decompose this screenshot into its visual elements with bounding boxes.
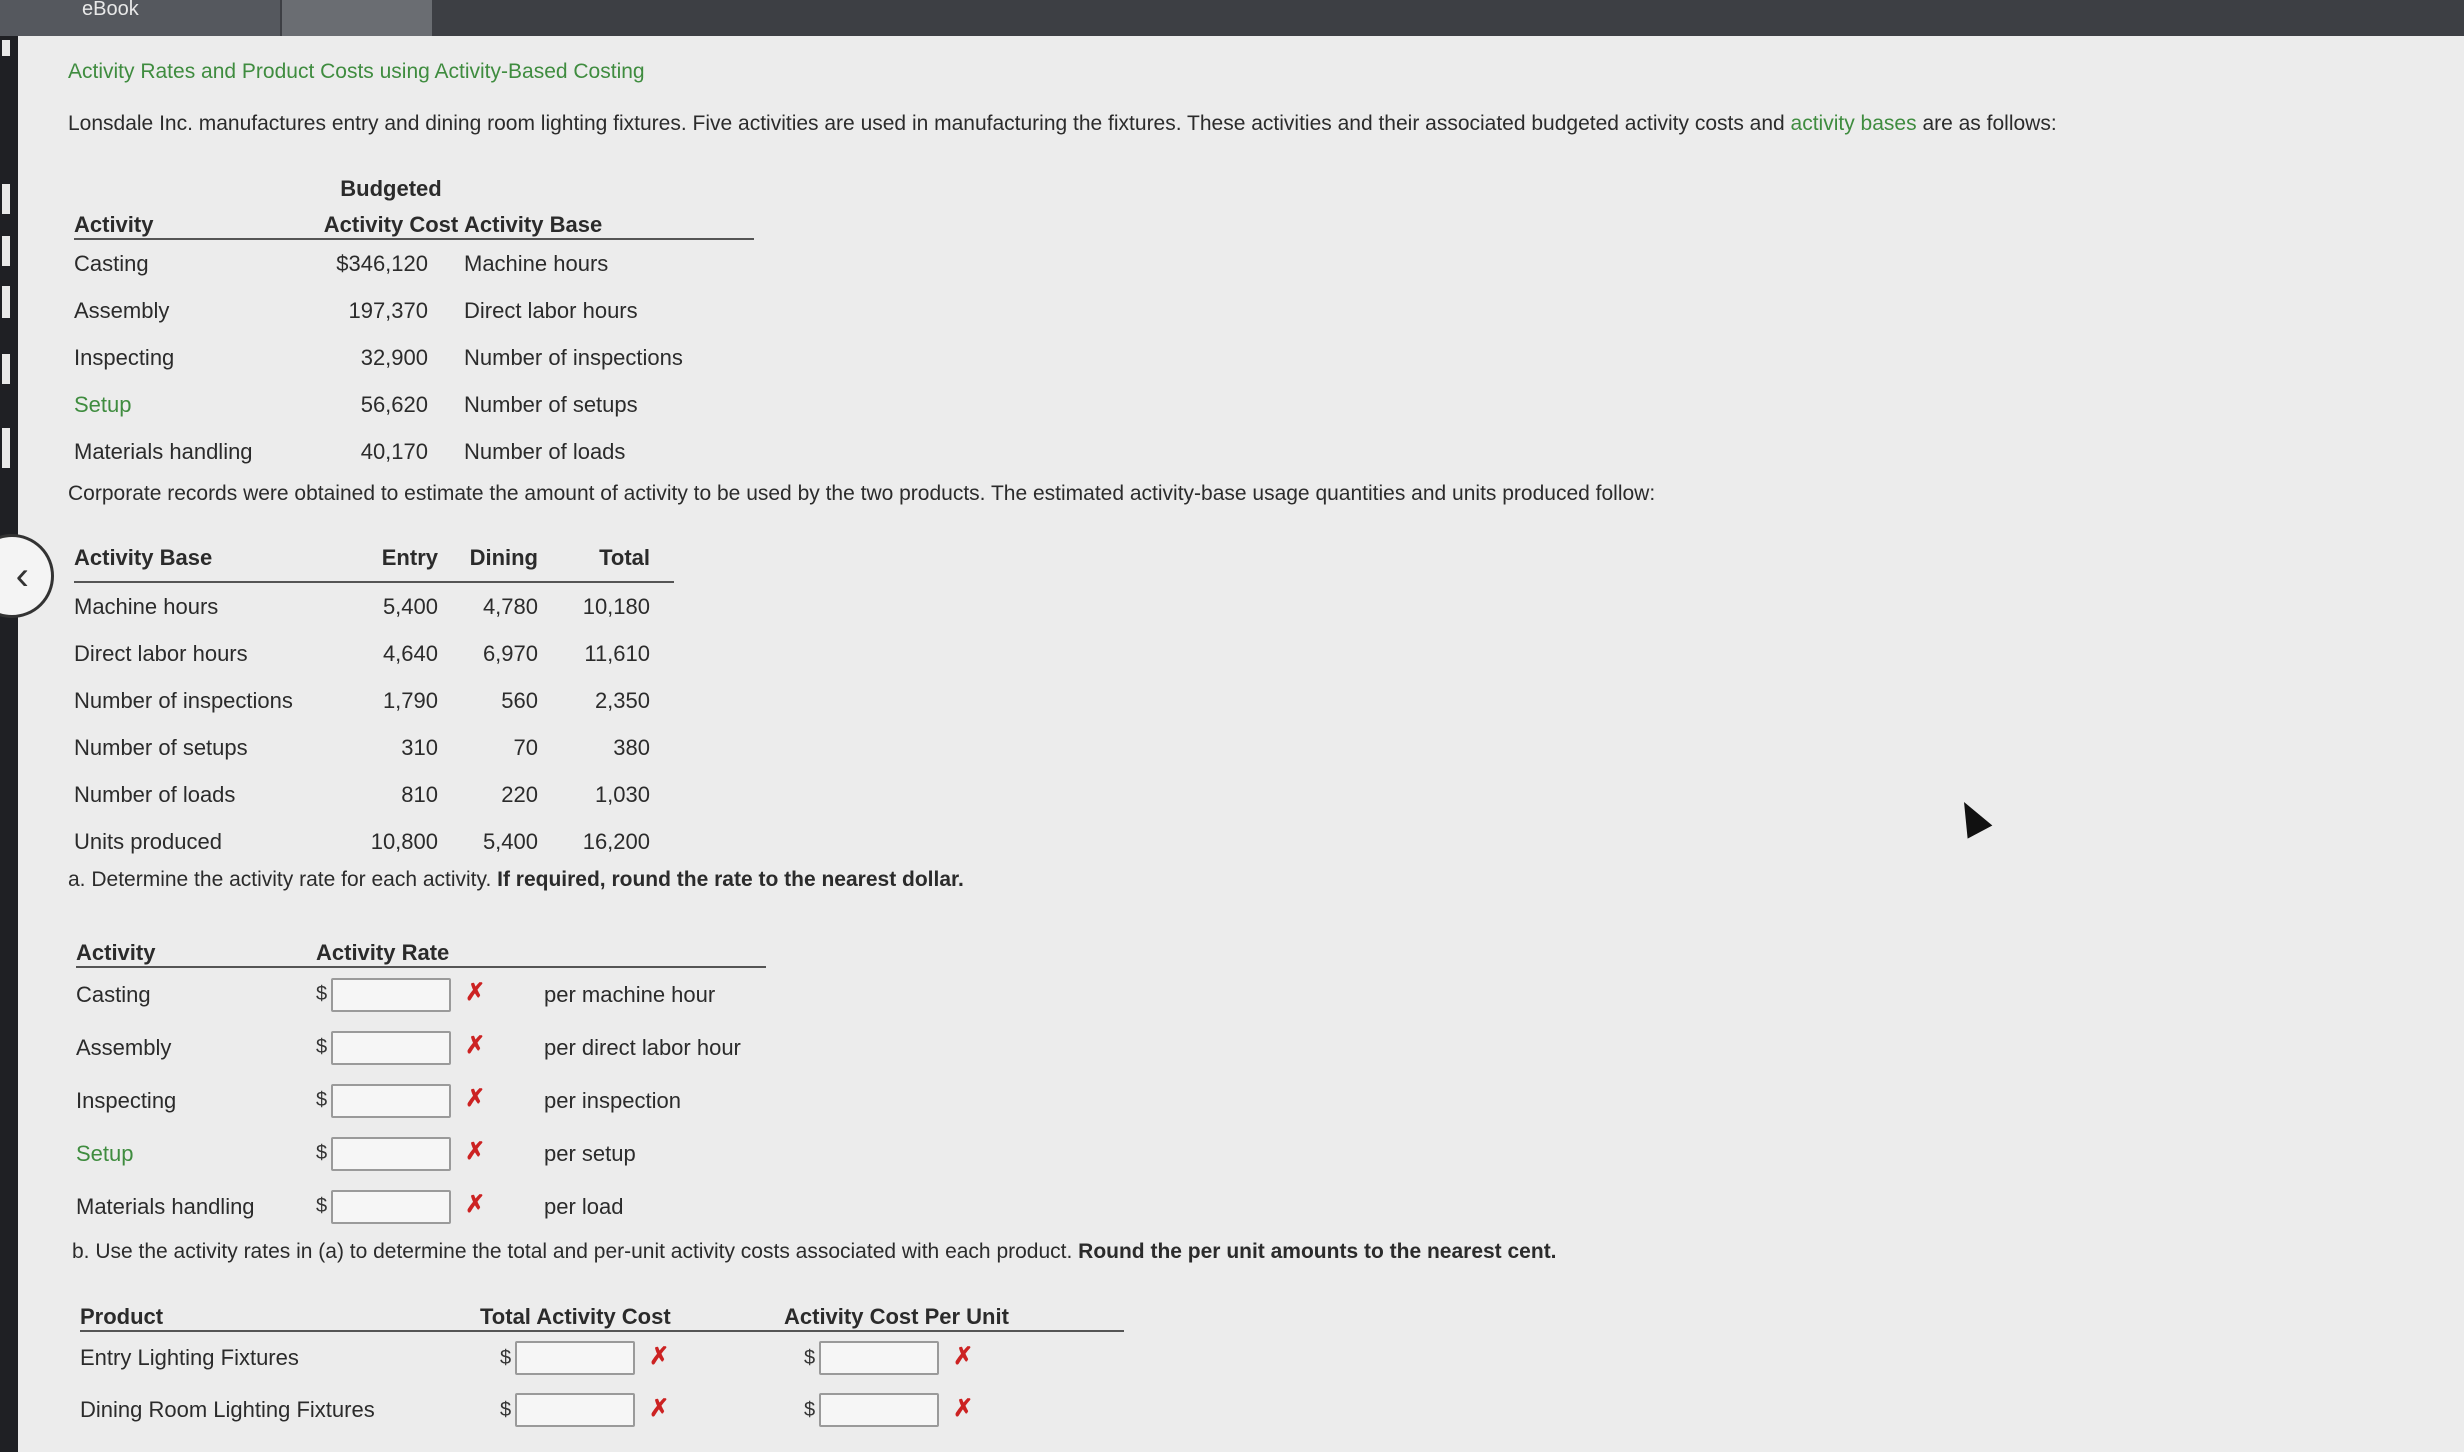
usage-dining: 4,780 bbox=[482, 593, 538, 619]
activity-cost: 56,620 bbox=[360, 391, 428, 417]
usage-dining: 220 bbox=[501, 781, 538, 807]
product-cost-table bbox=[80, 1286, 1124, 1436]
edge-mark bbox=[2, 184, 10, 214]
edge-mark bbox=[2, 354, 10, 384]
usage-total: 380 bbox=[613, 734, 650, 760]
activity-name: Casting bbox=[74, 250, 149, 276]
back-button[interactable] bbox=[0, 534, 54, 618]
casting-rate-input[interactable] bbox=[331, 978, 451, 1012]
question-b bbox=[72, 1240, 1557, 1264]
table-row bbox=[74, 381, 754, 428]
activity-cost: 40,170 bbox=[360, 438, 428, 464]
incorrect-x-icon: ✗ bbox=[465, 1032, 486, 1059]
activity-base: Number of inspections bbox=[464, 344, 683, 370]
usage-entry: 5,400 bbox=[382, 593, 438, 619]
table-row bbox=[74, 287, 754, 334]
budgeted-header: Budgeted bbox=[340, 176, 442, 201]
rate-activity-name-link[interactable]: Setup bbox=[76, 1140, 134, 1166]
currency-symbol: $ bbox=[500, 1346, 512, 1369]
ebook-tab-label: eBook bbox=[82, 0, 139, 20]
entry-total-cost-input[interactable] bbox=[515, 1341, 635, 1375]
chevron-left-icon: ‹ bbox=[15, 553, 29, 598]
usage-dining: 560 bbox=[501, 687, 538, 713]
activity-base: Number of setups bbox=[464, 391, 638, 417]
entry-cost-per-unit-input[interactable] bbox=[819, 1341, 939, 1375]
table-row bbox=[76, 967, 766, 1021]
usage-entry: 4,640 bbox=[382, 640, 438, 666]
rate-unit: per setup bbox=[544, 1140, 636, 1166]
table-row bbox=[74, 334, 754, 381]
activity-base: Number of loads bbox=[464, 438, 626, 464]
table-row bbox=[76, 1021, 766, 1074]
usage-base: Units produced bbox=[74, 828, 222, 854]
incorrect-x-icon: ✗ bbox=[465, 1085, 486, 1112]
intro-text-end: are as follows: bbox=[1916, 112, 2057, 135]
total-activity-cost-header: Total Activity Cost bbox=[480, 1304, 671, 1329]
table-row bbox=[74, 724, 674, 771]
assembly-rate-input[interactable] bbox=[331, 1031, 451, 1065]
total-header: Total bbox=[599, 544, 650, 570]
table-row bbox=[74, 771, 674, 818]
setup-rate-input[interactable] bbox=[331, 1137, 451, 1171]
usage-dining: 6,970 bbox=[482, 640, 538, 666]
incorrect-x-icon: ✗ bbox=[649, 1342, 670, 1370]
question-b-instruction: Round the per unit amounts to the nearest cent. bbox=[1078, 1240, 1557, 1263]
currency-symbol: $ bbox=[316, 1142, 328, 1164]
incorrect-x-icon: ✗ bbox=[465, 979, 486, 1006]
activity-cost-header: Activity Cost bbox=[323, 212, 459, 237]
usage-total: 11,610 bbox=[584, 640, 650, 666]
currency-symbol: $ bbox=[804, 1398, 816, 1421]
activity-rate-header: Activity Rate bbox=[316, 940, 450, 965]
question-b-text: b. Use the activity rates in (a) to determine the total and per-unit activity costs associated with each product. bbox=[72, 1240, 1079, 1263]
mouse-cursor-icon bbox=[1952, 795, 1993, 838]
currency-symbol: $ bbox=[316, 1195, 328, 1217]
activity-base: Direct labor hours bbox=[464, 297, 638, 323]
usage-dining: 5,400 bbox=[482, 828, 538, 854]
usage-base: Direct labor hours bbox=[74, 640, 248, 666]
activity-cost: 32,900 bbox=[360, 344, 428, 370]
question-a-text: a. Determine the activity rate for each activity. bbox=[68, 868, 498, 891]
table-row bbox=[74, 428, 754, 475]
table-row bbox=[74, 677, 674, 724]
incorrect-x-icon: ✗ bbox=[953, 1394, 974, 1422]
currency-symbol: $ bbox=[500, 1398, 512, 1421]
usage-total: 10,180 bbox=[582, 593, 650, 619]
usage-total: 2,350 bbox=[594, 687, 650, 713]
edge-mark bbox=[2, 286, 10, 318]
usage-entry: 810 bbox=[401, 781, 438, 807]
usage-base: Number of setups bbox=[74, 734, 248, 760]
activity-name-link[interactable]: Setup bbox=[74, 391, 132, 417]
table-row bbox=[74, 582, 674, 630]
table-row bbox=[74, 630, 674, 677]
activity-rate-table bbox=[76, 922, 766, 1233]
table-row bbox=[74, 818, 674, 865]
usage-entry: 10,800 bbox=[370, 828, 438, 854]
currency-symbol: $ bbox=[316, 983, 328, 1005]
table-row bbox=[76, 1074, 766, 1127]
currency-symbol: $ bbox=[804, 1346, 816, 1369]
incorrect-x-icon: ✗ bbox=[649, 1394, 670, 1422]
usage-entry: 310 bbox=[401, 734, 438, 760]
usage-table bbox=[74, 534, 674, 865]
materials-handling-rate-input[interactable] bbox=[331, 1190, 451, 1224]
edge-mark bbox=[2, 40, 10, 56]
rate-unit: per machine hour bbox=[544, 981, 716, 1007]
dining-total-cost-input[interactable] bbox=[515, 1393, 635, 1427]
rate-unit: per load bbox=[544, 1193, 624, 1219]
activity-header: Activity bbox=[76, 940, 156, 965]
usage-base: Machine hours bbox=[74, 593, 219, 619]
product-name: Dining Room Lighting Fixtures bbox=[80, 1397, 375, 1422]
incorrect-x-icon: ✗ bbox=[953, 1342, 974, 1370]
activity-name: Inspecting bbox=[74, 344, 175, 370]
question-a-instruction: If required, round the rate to the nearest dollar. bbox=[497, 868, 964, 891]
activity-cost-table bbox=[74, 166, 754, 475]
incorrect-x-icon: ✗ bbox=[465, 1138, 486, 1165]
rate-activity-name: Materials handling bbox=[76, 1193, 255, 1219]
usage-base: Number of inspections bbox=[74, 687, 293, 713]
table-row bbox=[76, 1127, 766, 1180]
activity-base-header: Activity Base bbox=[74, 544, 213, 570]
entry-header: Entry bbox=[381, 544, 438, 570]
activity-name: Materials handling bbox=[74, 438, 253, 464]
table-row bbox=[80, 1331, 1124, 1384]
usage-entry: 1,790 bbox=[382, 687, 438, 713]
ebook-tab[interactable] bbox=[0, 0, 280, 36]
edge-mark bbox=[2, 236, 10, 266]
currency-symbol: $ bbox=[316, 1036, 328, 1058]
activity-base: Machine hours bbox=[464, 250, 609, 276]
product-name: Entry Lighting Fixtures bbox=[80, 1345, 299, 1370]
activity-bases-link[interactable]: activity bases bbox=[1790, 112, 1917, 135]
currency-symbol: $ bbox=[316, 1089, 328, 1111]
rate-unit: per inspection bbox=[544, 1087, 681, 1113]
intro-text: Lonsdale Inc. manufactures entry and dining room lighting fixtures. Five activities are used in manufacturing the fixtures. These activities and their associated budgeted activity costs and bbox=[68, 112, 1791, 135]
dining-header: Dining bbox=[469, 544, 538, 570]
usage-paragraph: Corporate records were obtained to estimate the amount of activity to be used by the two products. The estimated activity-base usage quantities and units produced follow: bbox=[68, 482, 1656, 505]
usage-base: Number of loads bbox=[74, 781, 236, 807]
left-edge-bar bbox=[0, 36, 18, 1452]
question-a bbox=[68, 868, 964, 892]
problem-title: Activity Rates and Product Costs using Activity-Based Costing bbox=[68, 60, 645, 83]
table-row bbox=[80, 1384, 1124, 1436]
top-bar bbox=[0, 0, 2464, 36]
rate-activity-name: Assembly bbox=[76, 1034, 172, 1060]
usage-total: 16,200 bbox=[582, 828, 650, 854]
table-row bbox=[74, 239, 754, 287]
activity-cost: 197,370 bbox=[348, 297, 428, 323]
rate-activity-name: Inspecting bbox=[76, 1087, 177, 1113]
dining-cost-per-unit-input[interactable] bbox=[819, 1393, 939, 1427]
activity-cost: $346,120 bbox=[336, 250, 428, 276]
activity-name: Assembly bbox=[74, 297, 170, 323]
activity-base-header: Activity Base bbox=[464, 212, 603, 237]
inspecting-rate-input[interactable] bbox=[331, 1084, 451, 1118]
rate-activity-name: Casting bbox=[76, 981, 151, 1007]
usage-dining: 70 bbox=[513, 734, 538, 760]
usage-total: 1,030 bbox=[594, 781, 650, 807]
activity-header: Activity bbox=[74, 212, 154, 237]
table-row bbox=[76, 1180, 766, 1233]
edge-mark bbox=[2, 428, 10, 468]
rate-unit: per direct labor hour bbox=[544, 1034, 741, 1060]
cost-per-unit-header: Activity Cost Per Unit bbox=[784, 1304, 1009, 1329]
intro-paragraph bbox=[68, 112, 2057, 136]
incorrect-x-icon: ✗ bbox=[465, 1191, 486, 1218]
secondary-tab[interactable] bbox=[282, 0, 432, 36]
product-header: Product bbox=[80, 1304, 164, 1329]
